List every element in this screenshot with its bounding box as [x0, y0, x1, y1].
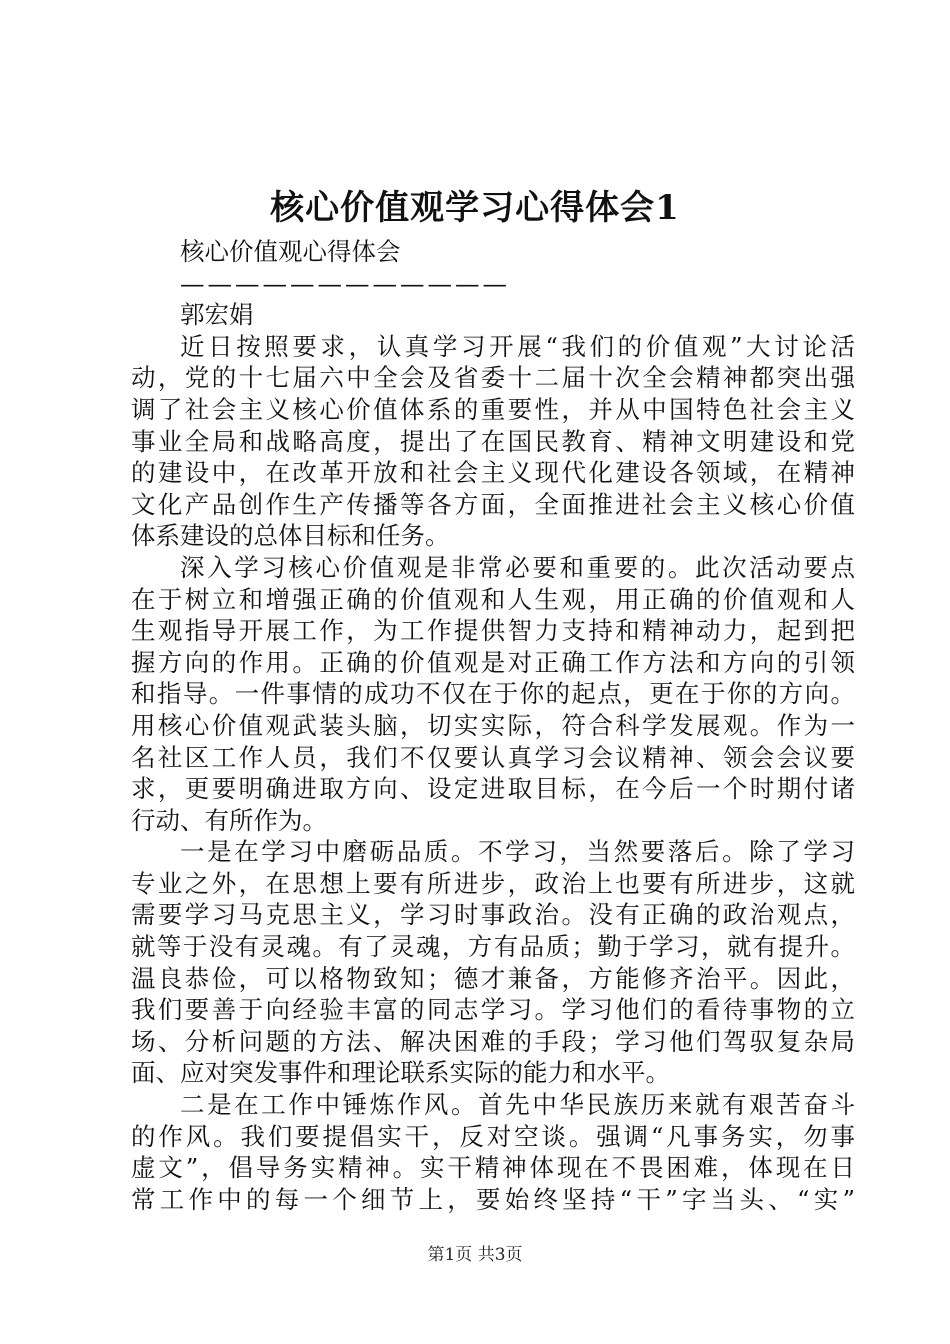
paragraph-line: 深入学习核心价值观是非常必要和重要的。此次活动要点	[180, 552, 855, 582]
paragraph-line: 求，更要明确进取方向、设定进取目标，在今后一个时期付诸	[131, 774, 855, 804]
author-name: 郭宏娟	[180, 300, 254, 330]
paragraph-line: 行动、有所作为。	[131, 805, 327, 835]
paragraph-line: 用核心价值观武装头脑，切实实际，符合科学发展观。作为一	[131, 710, 855, 740]
paragraph-line: 二是在工作中锤炼作风。首先中华民族历来就有艰苦奋斗	[180, 1090, 855, 1120]
page-footer: 第1页 共3页	[427, 1245, 523, 1265]
paragraph-line: 我们要善于向经验丰富的同志学习。学习他们的看待事物的立	[131, 995, 855, 1025]
paragraph-line: 事业全局和战略高度，提出了在国民教育、精神文明建设和党	[131, 426, 855, 456]
paragraph-line: 专业之外，在思想上要有所进步，政治上也要有所进步，这就	[131, 868, 855, 898]
paragraph-line: 动，党的十七届六中全会及省委十二届十次全会精神都突出强	[131, 363, 855, 393]
paragraph-line: 握方向的作用。正确的价值观是对正确工作方法和方向的引领	[131, 647, 855, 677]
paragraph-line: 体系建设的总体目标和任务。	[131, 521, 450, 551]
document-title: 核心价值观学习心得体会1	[270, 188, 680, 228]
paragraph-line: 的建设中，在改革开放和社会主义现代化建设各领域，在精神	[131, 458, 855, 488]
document-subtitle: 核心价值观心得体会	[180, 237, 401, 266]
document-body	[131, 236, 855, 1215]
paragraph-line: 场、分析问题的方法、解决困难的手段；学习他们驾驭复杂局	[131, 1026, 855, 1056]
paragraph-line: 就等于没有灵魂。有了灵魂，方有品质；勤于学习，就有提升。	[131, 932, 855, 962]
paragraph-line: 面、应对突发事件和理论联系实际的能力和水平。	[131, 1058, 670, 1088]
paragraph-line: 一是在学习中磨砺品质。不学习，当然要落后。除了学习	[180, 837, 855, 867]
paragraph-line: 常工作中的每一个细节上，要始终坚持“干”字当头、“实”	[131, 1184, 855, 1214]
paragraph-line: 在于树立和增强正确的价值观和人生观，用正确的价值观和人	[131, 584, 855, 614]
paragraph-line: 名社区工作人员，我们不仅要认真学习会议精神、领会会议要	[131, 742, 855, 772]
paragraph-line: 文化产品创作生产传播等各方面，全面推进社会主义核心价值	[131, 489, 855, 519]
separator-line: ————————————	[180, 268, 510, 298]
paragraph-line: 需要学习马克思主义，学习时事政治。没有正确的政治观点，	[131, 900, 855, 930]
paragraph-line: 温良恭俭，可以格物致知；德才兼备，方能修齐治平。因此，	[131, 963, 855, 993]
paragraph-line: 近日按照要求，认真学习开展“我们的价值观”大讨论活	[180, 331, 855, 361]
paragraph-line: 调了社会主义核心价值体系的重要性，并从中国特色社会主义	[131, 394, 855, 424]
paragraph-line: 生观指导开展工作，为工作提供智力支持和精神动力，起到把	[131, 616, 855, 646]
paragraph-line: 和指导。一件事情的成功不仅在于你的起点，更在于你的方向。	[131, 679, 855, 709]
paragraph-line: 虚文”，倡导务实精神。实干精神体现在不畏困难，体现在日	[131, 1153, 855, 1183]
paragraph-line: 的作风。我们要提倡实干，反对空谈。强调“凡事务实，勿事	[131, 1121, 855, 1151]
